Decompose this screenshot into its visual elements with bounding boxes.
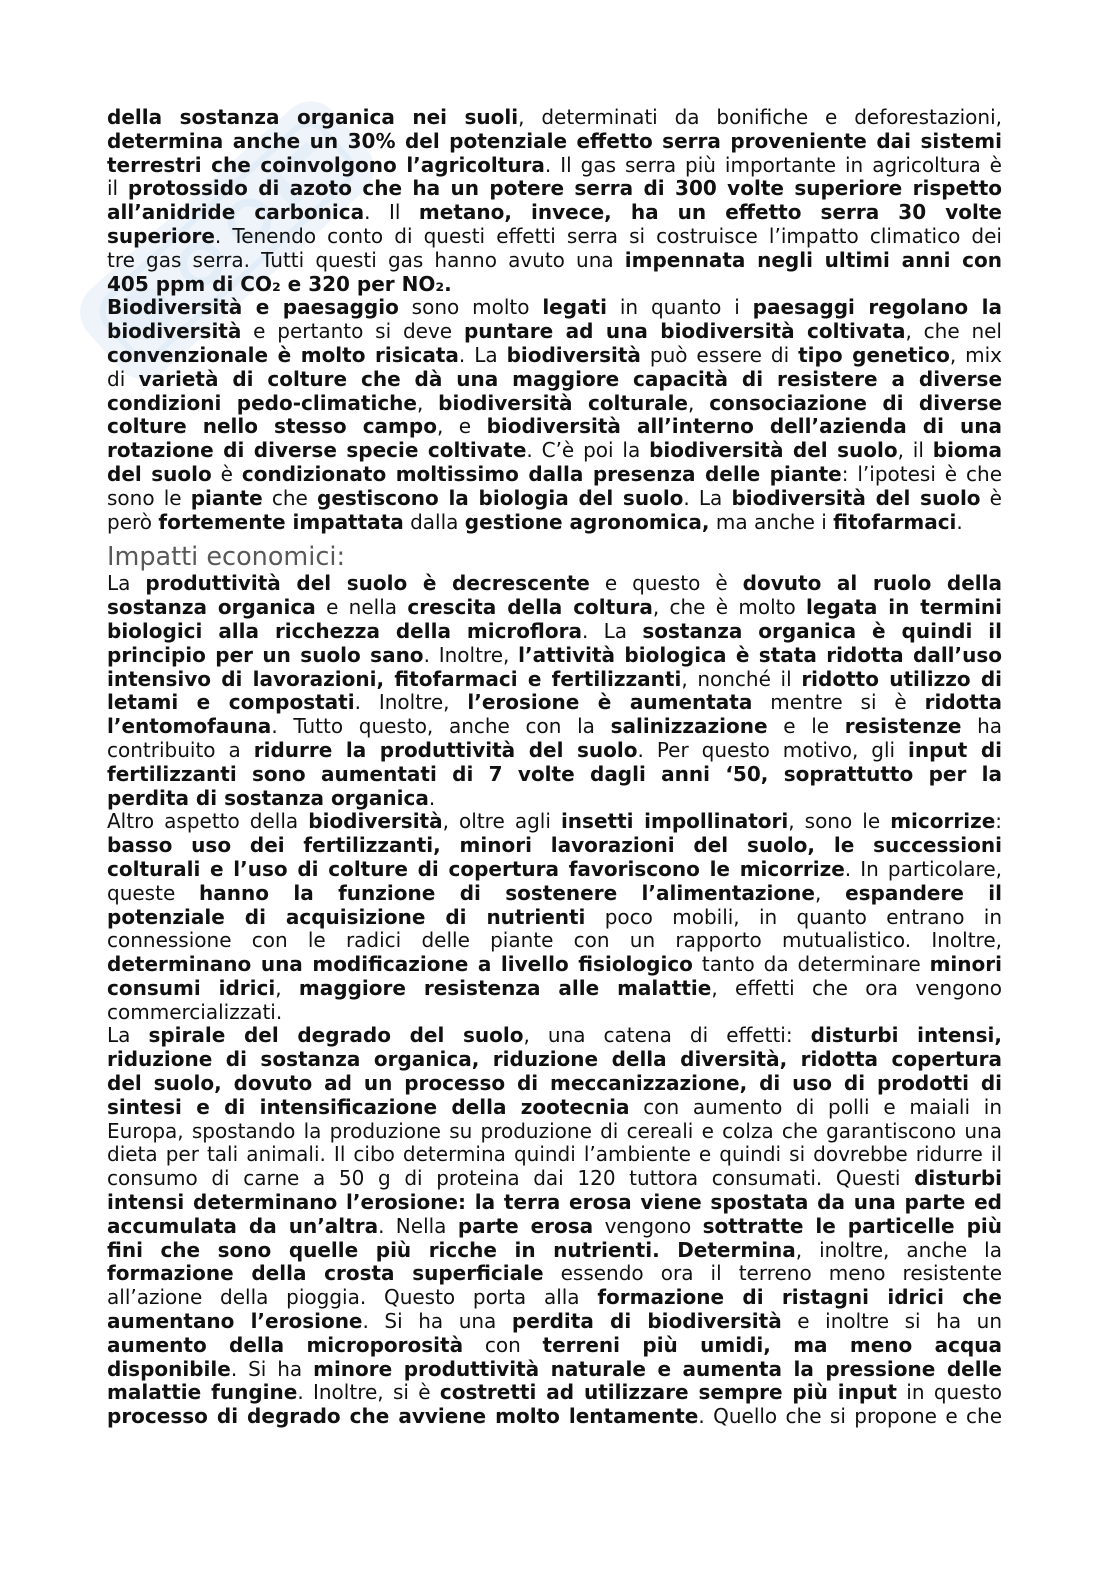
body-text: . Tutto questo, anche con la [271,714,611,739]
body-text: La [107,571,146,596]
text-line [107,225,1002,249]
bold-text: biodiversità [506,342,641,367]
bold-text: espandere il [845,880,1002,905]
text-line [107,415,1002,439]
bold-text: fini che sono quelle più ricche in nutrienti. Determina [107,1237,796,1262]
body-text: tre gas serra. Tutti questi gas hanno avuto una [107,247,625,272]
bold-text: del suolo, dovuto ad un processo di meccanizzazione, di uso di prodotti di [107,1071,1002,1096]
body-text: . Si ha una [362,1309,512,1334]
body-text: , una catena di effetti: [523,1023,811,1048]
text-line [107,691,1002,715]
body-text: in quanto i [606,295,753,320]
text-column [107,106,1002,1429]
bold-text: ridotta [924,690,1002,715]
body-text: e nella [315,595,408,620]
bold-text: biodiversità [308,809,443,834]
bold-text: perdita di sostanza organica [107,785,429,810]
bold-text: letami e compostati [107,690,355,715]
body-text: , effetti che ora vengono [711,975,1002,1000]
bold-text: intensi determinano l’erosione: la terra erosa viene spostata da una parte ed [107,1190,1002,1215]
body-text: essendo ora il terreno meno resistente [543,1261,1002,1286]
body-text: il [107,176,128,201]
text-line [107,106,1002,130]
bold-text: micorrize [890,809,996,834]
text-line [107,1215,1002,1239]
bold-text: sostanza organica [107,595,316,620]
bold-text: legati [542,295,607,320]
bold-text: terrestri che coinvolgono l’agricoltura [107,152,545,177]
body-text: , inoltre, anche la [795,1237,1002,1262]
bold-text: sottratte le particelle più [702,1213,1002,1238]
text-line [107,953,1002,977]
bold-text: ridurre la produttività del suolo [253,737,638,762]
bold-text: parte erosa [457,1213,594,1238]
body-text: . Il gas serra più importante in agricoltura è [544,152,1002,177]
body-text: . Per questo motivo, gli [637,737,909,762]
bold-text: rotazione di diverse specie coltivate [107,438,527,463]
body-text: . [956,509,963,534]
body-text: . Inoltre, si è [297,1380,440,1405]
bold-text: formazione di ristagni idrici che [597,1285,1002,1310]
text-line [107,1381,1002,1405]
text-line [107,1239,1002,1263]
body-text: commercializzati. [107,999,283,1024]
bold-text: costretti ad utilizzare sempre più input [439,1380,897,1405]
body-text: . C’è poi la [526,438,650,463]
text-line [107,834,1002,858]
body-text: . La [458,342,507,367]
body-text: connessione con le radici delle piante con un rapporto mutualistico. Inoltre, [107,928,1002,953]
bold-text: impennata negli ultimi anni con [624,247,1002,272]
bold-text: hanno la funzione di sostenere l’alimentazione [199,880,815,905]
bold-text: fertilizzanti sono aumentati di 7 volte dagli anni ‘50, soprattutto per la [107,761,1002,786]
bold-text: l’entomofauna [107,714,272,739]
bold-text: della sostanza organica nei suoli [107,105,519,129]
bold-text: salinizzazione [610,714,768,739]
bold-text: perdita di biodiversità [511,1309,782,1334]
body-text: , che nel [905,319,1002,344]
bold-text: determina anche un 30% del potenziale effetto serra proveniente dai sistemi [107,128,1002,153]
text-line [107,201,1002,225]
body-text: tanto da determinare [692,952,930,977]
text-line [107,1191,1002,1215]
bold-text: biodiversità all’interno dell’azienda di una [486,414,1002,439]
text-line [107,154,1002,178]
body-text: e questo è [589,571,743,596]
body-text: . Tenendo conto di questi effetti serra si costruisce l’impatto climatico dei [214,223,1002,248]
body-text: . Il [364,200,419,225]
body-text: poco mobili, in quanto entrano in [585,904,1003,929]
body-text: all’azione della pioggia. Questo porta alla [107,1285,598,1310]
bold-text: insetti impollinatori [560,809,789,834]
bold-text: potenziale di acquisizione di nutrienti [107,904,586,929]
bold-text: puntare ad una biodiversità coltivata [463,319,906,344]
body-text: . Quello che si propone e che [698,1404,1002,1429]
bold-text: all’anidride carbonica [107,200,365,225]
body-text: mentre si è [752,690,925,715]
body-text: . Inoltre, [423,642,519,667]
body-text: . La [683,485,732,510]
bold-text: fitofarmaci [833,509,957,534]
body-text: però [107,509,159,534]
body-text: può essere di [640,342,799,367]
body-text: è [980,485,1002,510]
body-text: . [428,785,436,810]
text-line [107,1072,1002,1096]
bold-text: input di [908,737,1002,762]
bold-text: malattie fungine [107,1380,298,1405]
text-line [107,787,1002,811]
bold-text: biodiversità del suolo [649,438,898,463]
bold-text: condizionato moltissimo dalla presenza delle piante [241,461,842,486]
body-text: contribuito a [107,737,254,762]
bold-text: intensivo di lavorazioni, fitofarmaci e fertilizzanti [107,666,682,691]
bold-text: consociazione di diverse [709,390,1003,415]
body-text: e pertanto si deve [241,319,464,344]
body-text: , nonché il [681,666,802,691]
bold-text: formazione della crosta superficiale [107,1261,544,1286]
body-text: con [463,1332,543,1357]
body-text: , che è molto [652,595,807,620]
body-text: ha [961,714,1002,739]
text-line [107,487,1002,511]
text-line [107,715,1002,739]
body-text: Europa, spostando la produzione su produzione di cereali e colza che garantiscono una [107,1118,1002,1143]
bold-text: metano, invece, ha un effetto serra 30 volte [418,200,1002,225]
bold-text: sostanza organica è quindi il [642,618,1002,643]
bold-text: minori [929,952,1002,977]
body-text: dieta per tali animali. Il cibo determina quindi l’ambiente e quindi si dovrebbe ridurre il [107,1142,1002,1167]
bold-text: riduzione di sostanza organica, riduzione della diversità, ridotta copertura [107,1047,1002,1072]
text-line [107,1358,1002,1382]
body-text: , e [436,414,487,439]
bold-text: accumulata da un’altra [107,1213,379,1238]
bold-text: fortemente impattata [158,509,404,534]
bold-text: determinano una modificazione a livello fisiologico [107,952,693,977]
text-line [107,1024,1002,1048]
body-text: , determinati da bonifiche e deforestazioni, [518,105,1002,129]
text-line [107,320,1002,344]
paragraph-5 [107,1024,1002,1429]
text-line [107,177,1002,201]
body-text: , [275,975,299,1000]
bold-text: principio per un suolo sano [107,642,424,667]
bold-text: del suolo [107,461,212,486]
text-line [107,1286,1002,1310]
bold-text: colture nello stesso campo [107,414,437,439]
paragraph-3 [107,572,1002,810]
text-line [107,1048,1002,1072]
bold-text: gestione agronomica, [464,509,710,534]
text-line [107,858,1002,882]
paragraph-1 [107,106,1002,296]
bold-text: biologici alla ricchezza della microflora [107,618,582,643]
text-line [107,644,1002,668]
bold-text: consumi idrici [107,975,276,1000]
bold-text: gestiscono la biologia del suolo [317,485,684,510]
body-text: , mix [949,342,1003,367]
body-text: vengono [593,1213,703,1238]
text-line [107,1310,1002,1334]
text-line [107,249,1002,273]
text-line [107,273,1002,297]
body-text: . Inoltre, [354,690,468,715]
bold-text: spirale del degrado del suolo [148,1023,524,1048]
text-line [107,1405,1002,1429]
body-text: di [107,366,139,391]
bold-text: disponibile [107,1356,231,1381]
body-text: sono molto [398,295,543,320]
text-line [107,1167,1002,1191]
bold-text: dovuto al ruolo della [742,571,1003,596]
body-text: consumo di carne a 50 g di proteina dai 120 tuttora consumati. Questi [107,1166,915,1191]
bold-text: 405 ppm di CO₂ e 320 per NO₂. [107,271,452,296]
bold-text: piante [190,485,263,510]
text-line [107,130,1002,154]
paragraph-4 [107,810,1002,1024]
body-text: , [688,390,710,415]
text-line [107,739,1002,763]
text-line [107,1096,1002,1120]
body-text: , il [897,438,933,463]
bold-text: aumentano l’erosione [107,1309,363,1334]
bold-text: resistenze [844,714,962,739]
bold-text: condizioni pedo-climatiche [107,390,417,415]
body-text: e le [767,714,845,739]
text-line [107,344,1002,368]
text-line [107,810,1002,834]
body-text: : [995,809,1003,834]
bold-text: maggiore resistenza alle malattie [298,975,712,1000]
text-line [107,368,1002,392]
body-text: in questo [896,1380,1002,1405]
text-line [107,572,1002,596]
text-line [107,1001,1002,1025]
body-text: è [211,461,242,486]
text-line [107,906,1002,930]
bold-text: ridotto utilizzo di [801,666,1003,691]
text-line [107,620,1002,644]
paragraph-2 [107,296,1002,534]
body-text: che [262,485,318,510]
bold-text: disturbi intensi, [810,1023,1002,1048]
bold-text: paesaggi regolano la [752,295,1002,320]
body-text: , sono le [788,809,891,834]
bold-text: legata in termini [806,595,1003,620]
text-line [107,763,1002,787]
bold-text: l’attività biologica è stata ridotta dall’uso [518,642,1003,667]
body-text: La [107,1023,149,1048]
text-line [107,596,1002,620]
bold-text: colturali e l’uso di colture di copertura favoriscono le micorrize [107,856,845,881]
bold-text: bioma [932,438,1002,463]
bold-text: convenzionale è molto risicata [107,342,459,367]
bold-text: Biodiversità e paesaggio [107,295,399,320]
text-line [107,1143,1002,1167]
body-text: . La [581,618,643,643]
bold-text: protossido di azoto che ha un potere serra di 300 volte superiore rispetto [127,176,1002,201]
bold-text: biodiversità [107,319,242,344]
text-line [107,392,1002,416]
body-text: , oltre agli [442,809,561,834]
text-line [107,439,1002,463]
body-text: queste [107,880,200,905]
bold-text: processo di degrado che avviene molto lentamente [107,1404,699,1429]
bold-text: crescita della coltura [407,595,653,620]
body-text: , [814,880,846,905]
text-line [107,463,1002,487]
body-text: ma anche i [709,509,834,534]
bold-text: aumento della microporosità [107,1332,464,1357]
body-text: . Si ha [230,1356,314,1381]
bold-text: terreni più umidi, ma meno acqua [542,1332,1003,1357]
section-heading: Impatti economici: [107,541,346,572]
text-line [107,929,1002,953]
text-line [107,1262,1002,1286]
text-line [107,882,1002,906]
body-text: Altro aspetto della [107,809,309,834]
text-line [107,1334,1002,1358]
bold-text: biodiversità colturale [438,390,688,415]
bold-text: minore produttività naturale e aumenta la pressione delle [313,1356,1002,1381]
text-line [107,511,1002,535]
bold-text: disturbi [914,1166,1002,1191]
bold-text: l’erosione è aumentata [467,690,753,715]
body-text: : l’ipotesi è che [841,461,1003,486]
body-text: . Nella [378,1213,458,1238]
bold-text: varietà di colture che dà una maggiore capacità di resistere a diverse [138,366,1003,391]
body-text: e inoltre si ha un [781,1309,1003,1334]
bold-text: tipo genetico [798,342,950,367]
text-line [107,296,1002,320]
text-line [107,668,1002,692]
bold-text: sintesi e di intensificazione della zootecnia [107,1094,630,1119]
bold-text: biodiversità del suolo [731,485,981,510]
bold-text: basso uso dei fertilizzanti, minori lavorazioni del suolo, le successioni [107,833,1002,858]
bold-text: produttività del suolo è decrescente [145,571,590,596]
body-text: con aumento di polli e maiali in [629,1094,1002,1119]
bold-text: superiore [107,223,215,248]
body-text: . In particolare, [844,856,1002,881]
body-text: dalla [403,509,465,534]
text-line [107,977,1002,1001]
body-text: sono le [107,485,191,510]
text-line [107,1120,1002,1144]
body-text: , [416,390,439,415]
